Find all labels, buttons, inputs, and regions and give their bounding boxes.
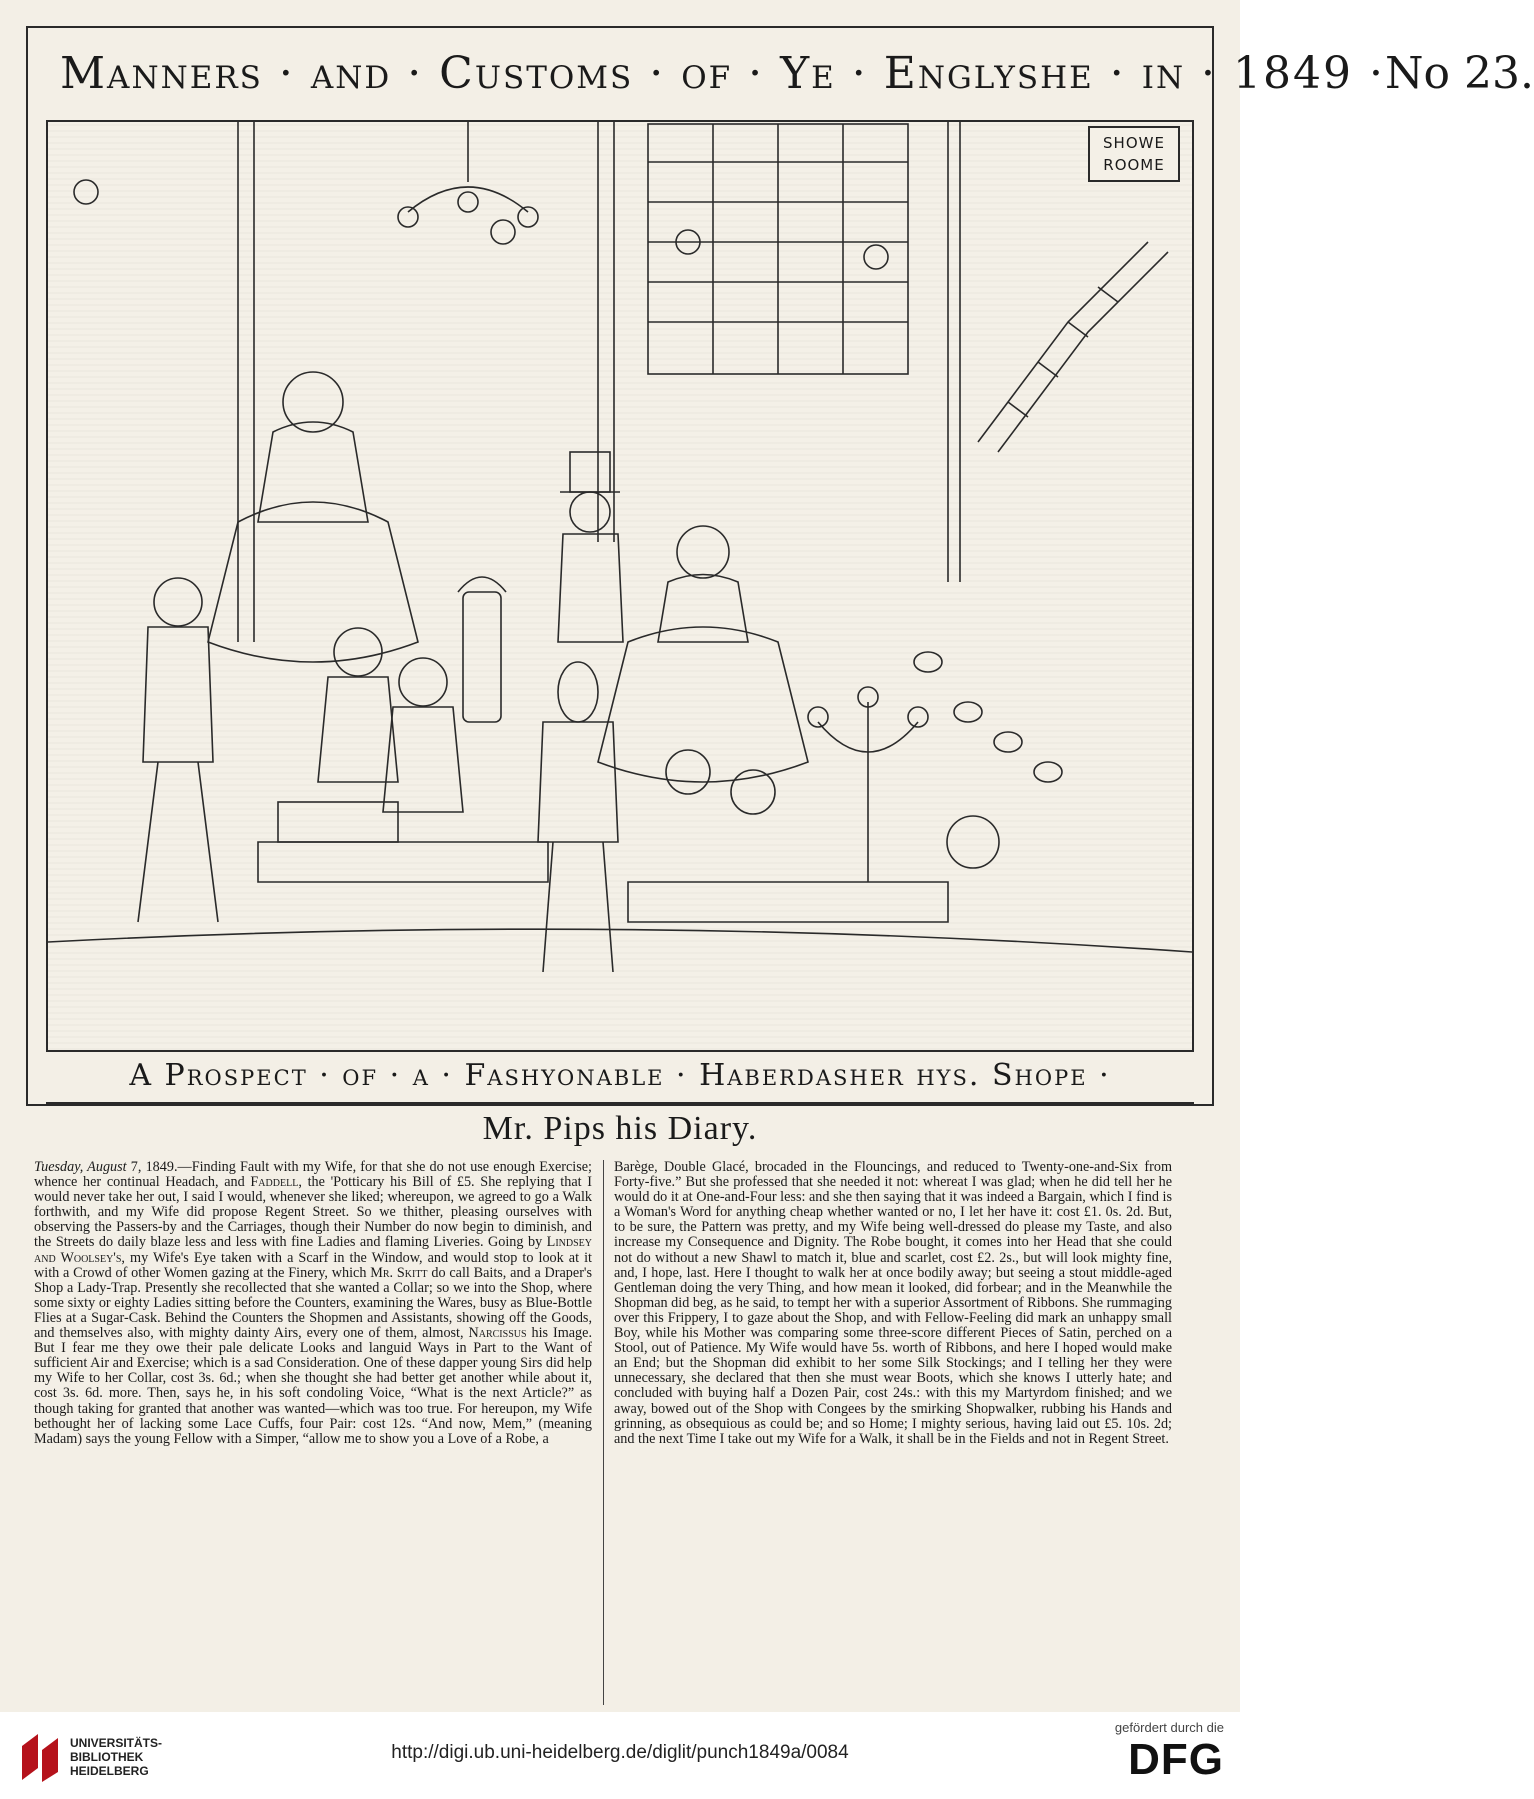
article-column-right [614,1160,1172,1700]
page-url[interactable]: http://digi.ub.uni-heidelberg.de/diglit/punch1849a/0084 [391,1742,849,1763]
article-text-segment: Tuesday, August [34,1159,127,1175]
fabric-rolls [914,652,1062,782]
shop-scene-drawing [48,122,1192,1050]
lady-figure-right [598,526,808,782]
page-header [60,48,1534,118]
article-text-segment: his Image. But I fear me they owe their pale delicate Looks and languid Ways in Part to the Want of sufficient Air and Exercise; which is a sad Consideration. One of these dapper young Sirs did help my Wife to her Collar, cost 3s. 6d.; when she thought she had better get another while about it, cost 3s. 6d. more. Then, says he, in his soft condoling Voice, “What is the next Article?” as though taking for granted that another was wanted—which was too true. For hereupon, my Wife bethought her of lacking some Lace Cuffs, four Pair: cost 12s. “And now, Mem,” (meaning Madam) says the young Fellow with a Simper, “allow me to show you a Love of a Robe, a [34,1325,592,1447]
staircase [978,242,1168,452]
sign-line-2: ROOME [1103,156,1165,174]
article-text-segment: 7, 1849.—Finding Fault with my Wife, for that she do not use enough Exercise; whence her continual Headach, and [34,1159,592,1191]
shelving [648,124,908,374]
shopman-center [538,662,618,972]
article-text-segment: Barège, Double Glacé, brocaded in the Flouncings, and reduced to Twenty-one-and-Six from Forty-five.” But she professed that she needed it not: whereat I was glad; when he did tell her he would do it at One-and-Four less: and she then saying that it was indeed a Bargain, which I find is a Woman's Word for anything cheap whether wanted or no, I let her have it: cost £1. 0s. 2d. But, to be sure, the Pattern was pretty, and my Wife being well-dressed do please my Taste, and also increase my Consequence and Dignity. The Robe bought, it comes into her Head that she could not do without a new Shawl to match it, blue and scarlet, cost £2. 2s., but will look mighty fine, and, I hope, last. Here I thought to walk her at once bodily away; but seeing a stout middle-aged Gentleman doing the very Thing, and how mean it looked, did forbear; and in the Meanwhile the Shopman did beg, as he said, to tempt her with a superior Assortment of Ribbons. She rummaging over this Frippery, I to gaze about the Shop, and with Fellow-Feeling did mark an unhappy small Boy, while his Mother was comparing some three-score different Pieces of Satin, perched on a Stool, out of Patience. My Wife would have 5s. worth of Ribbons, and here I hoped would make an End; but the Shopman did exhibit to her some Silk Stockings; and I telling her they were unnecessary, she declared that then she must wear Boots, which she knows I utterly hate; and concluded with buying half a Dozen Pair, cost 24s.: with this my Martyrdom finished; and we away, bowed out of the Shop with Congees by the smirking Shopwalker, rubbing his Hands and grinning, as obsequious as could be; and so Home; I mighty serious, having laid out £5. 10s. 2d; and the next Time I take out my Wife for a Walk, it shall be in the Fields and not in Regent Street. [614,1159,1172,1447]
series-title: Manners · and · Customs · of · Ye · Englyshe · in · 1849 · [60,48,1385,99]
article-title: Mr. Pips his Diary. [482,1110,758,1147]
engraving-illustration [46,120,1194,1052]
sign-line-1: SHOWE [1103,134,1165,152]
counter-right [628,882,948,922]
candelabra [808,687,928,882]
divider-rule [46,1102,1194,1104]
library-name: UNIVERSITÄTS- BIBLIOTHEK HEIDELBERG [70,1736,163,1778]
box-on-counter [278,802,398,842]
sponsor-logo[interactable] [1084,1720,1224,1792]
article-text-segment: Mr. Skitt [370,1264,428,1281]
issue-number: No 23. [1384,48,1534,99]
seated-ladies [318,628,999,868]
counter-left [258,842,548,882]
floor-line [48,929,1192,952]
chandelier [398,122,538,227]
article-column-left [34,1160,592,1700]
showroom-sign [1088,126,1180,182]
column-separator [603,1160,604,1705]
article-text-segment: , the 'Potticary his Bill of £5. She replying that I would never take her out, I said I would, whenever she liked; whereupon, we agreed to go a Walk forthwith, and my Wife did propose Regent Street. So we thither, pleasing ourselves with observing the Passers-by and the Carriages, though their Number do now begin to diminish, and the Streets do daily blaze less and less with fine Ladies and flaming Liveries. Going by [34,1174,592,1251]
article-text-segment: Faddell [250,1174,299,1191]
post-pillar [458,577,506,722]
illustration-caption: A Prospect · of · a · Fashyonable · Haberdasher hys. Shope · [129,1058,1111,1093]
article-text-segment: Lindsey and Woolsey's [34,1234,592,1266]
article-text-segment: Narcissus [468,1325,527,1342]
viewer-footer [0,1712,1240,1799]
lady-figure-center [208,372,418,662]
dfg-logo: DFG [1128,1735,1224,1784]
article-text-segment: do call Baits, and a Draper's Shop a Lady-Trap. Presently she recollected that she wanted a Collar; so we into the Shop, where some sixty or eighty Ladies sitting before the Counters, examining the Wares, busy as Blue-Bottle Flies at a Sugar-Cask. Behind the Counters the Shopmen and Assistants, showing off the Goods, and themselves also, with mighty dainty Airs, every one of them, almost, [34,1264,593,1342]
article-text-segment: , my Wife's Eye taken with a Scarf in the Window, and would stop to look at it with a Crowd of other Women gazing at the Finery, which [34,1249,592,1281]
sponsor-label: gefördert durch die [1114,1720,1224,1735]
shopman-left [138,578,218,922]
